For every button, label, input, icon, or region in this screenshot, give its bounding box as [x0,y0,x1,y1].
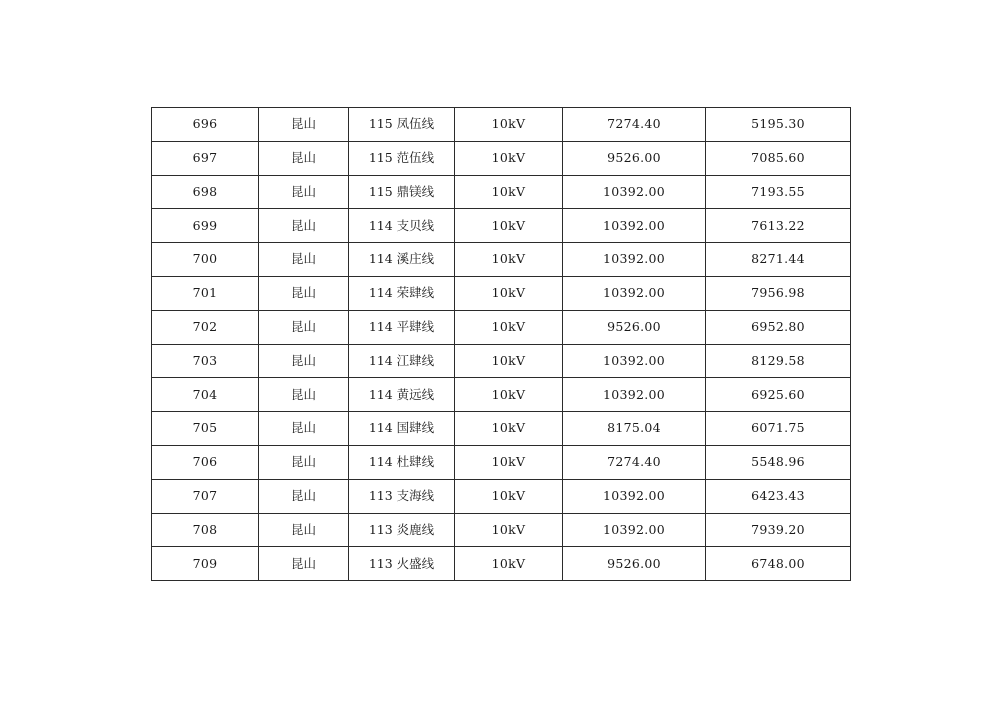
value-b-cell: 5548.96 [706,445,851,479]
table-row [152,378,851,412]
voltage-cell: 10kV [455,209,563,243]
row-number-cell: 696 [152,108,259,142]
table-row [152,479,851,513]
city-cell: 昆山 [259,479,349,513]
value-a-cell: 10392.00 [563,209,706,243]
voltage-cell: 10kV [455,547,563,581]
line-name-cell: 114 黄远线 [349,378,455,412]
row-number-cell: 700 [152,243,259,277]
value-a-cell: 9526.00 [563,310,706,344]
value-a-cell: 10392.00 [563,378,706,412]
value-a-cell: 10392.00 [563,243,706,277]
line-name-cell: 114 溪庄线 [349,243,455,277]
voltage-cell: 10kV [455,141,563,175]
value-a-cell: 10392.00 [563,175,706,209]
row-number-cell: 709 [152,547,259,581]
city-cell: 昆山 [259,108,349,142]
city-cell: 昆山 [259,209,349,243]
value-a-cell: 9526.00 [563,141,706,175]
voltage-cell: 10kV [455,108,563,142]
row-number-cell: 698 [152,175,259,209]
value-b-cell: 7085.60 [706,141,851,175]
row-number-cell: 703 [152,344,259,378]
voltage-cell: 10kV [455,276,563,310]
line-name-cell: 113 支海线 [349,479,455,513]
table-row [152,243,851,277]
value-b-cell: 6952.80 [706,310,851,344]
voltage-cell: 10kV [455,479,563,513]
line-name-cell: 113 火盛线 [349,547,455,581]
value-a-cell: 10392.00 [563,344,706,378]
table-row [152,108,851,142]
voltage-cell: 10kV [455,412,563,446]
table-row [152,175,851,209]
voltage-cell: 10kV [455,175,563,209]
row-number-cell: 699 [152,209,259,243]
city-cell: 昆山 [259,141,349,175]
line-name-cell: 114 国肆线 [349,412,455,446]
value-b-cell: 7956.98 [706,276,851,310]
table-row [152,513,851,547]
value-b-cell: 6071.75 [706,412,851,446]
value-b-cell: 7613.22 [706,209,851,243]
value-a-cell: 10392.00 [563,513,706,547]
row-number-cell: 697 [152,141,259,175]
line-name-cell: 115 鼎镁线 [349,175,455,209]
table-row [152,547,851,581]
line-name-cell: 114 荣肆线 [349,276,455,310]
city-cell: 昆山 [259,547,349,581]
row-number-cell: 705 [152,412,259,446]
line-name-cell: 115 范伍线 [349,141,455,175]
row-number-cell: 708 [152,513,259,547]
city-cell: 昆山 [259,243,349,277]
line-name-cell: 114 支贝线 [349,209,455,243]
row-number-cell: 701 [152,276,259,310]
table-row [152,276,851,310]
value-b-cell: 7939.20 [706,513,851,547]
row-number-cell: 702 [152,310,259,344]
city-cell: 昆山 [259,412,349,446]
value-a-cell: 8175.04 [563,412,706,446]
city-cell: 昆山 [259,310,349,344]
line-name-cell: 114 江肆线 [349,344,455,378]
city-cell: 昆山 [259,513,349,547]
city-cell: 昆山 [259,344,349,378]
value-b-cell: 5195.30 [706,108,851,142]
table-row [152,209,851,243]
value-b-cell: 6748.00 [706,547,851,581]
line-name-cell: 114 平肆线 [349,310,455,344]
value-b-cell: 8271.44 [706,243,851,277]
value-a-cell: 7274.40 [563,445,706,479]
table-row [152,310,851,344]
line-name-cell: 114 杜肆线 [349,445,455,479]
value-a-cell: 9526.00 [563,547,706,581]
data-table [151,107,851,581]
line-name-cell: 113 炎鹿线 [349,513,455,547]
city-cell: 昆山 [259,445,349,479]
value-b-cell: 7193.55 [706,175,851,209]
table-row [152,344,851,378]
city-cell: 昆山 [259,276,349,310]
table-row [152,445,851,479]
city-cell: 昆山 [259,378,349,412]
table-body [152,108,851,581]
row-number-cell: 707 [152,479,259,513]
voltage-cell: 10kV [455,378,563,412]
value-a-cell: 10392.00 [563,276,706,310]
voltage-cell: 10kV [455,344,563,378]
table-row [152,412,851,446]
voltage-cell: 10kV [455,445,563,479]
row-number-cell: 706 [152,445,259,479]
city-cell: 昆山 [259,175,349,209]
voltage-cell: 10kV [455,513,563,547]
value-b-cell: 6423.43 [706,479,851,513]
value-a-cell: 7274.40 [563,108,706,142]
value-b-cell: 8129.58 [706,344,851,378]
value-a-cell: 10392.00 [563,479,706,513]
voltage-cell: 10kV [455,243,563,277]
value-b-cell: 6925.60 [706,378,851,412]
table-row [152,141,851,175]
line-name-cell: 115 凤伍线 [349,108,455,142]
voltage-cell: 10kV [455,310,563,344]
row-number-cell: 704 [152,378,259,412]
